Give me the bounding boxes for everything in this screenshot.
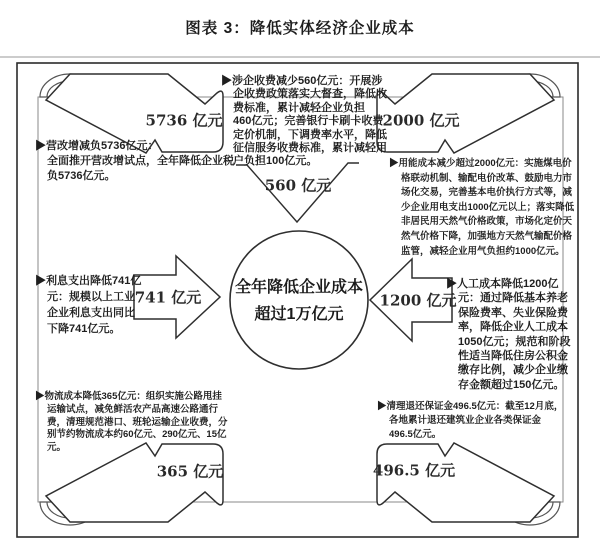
- note-line: 存金额超过150亿元。: [458, 378, 565, 391]
- note-line: 别节约物流成本约60亿元、290亿元、15亿: [47, 429, 227, 441]
- total-label: [219, 274, 379, 328]
- note-line: 监管，减轻企业用气负担约1000亿元。: [401, 245, 565, 257]
- note-line: 保险费率、失业保险费: [458, 306, 568, 319]
- note-line: ▶物流成本降低365亿元：组织实施公路甩挂: [35, 391, 222, 402]
- note-line: 率，降低企业人工成本: [458, 321, 568, 334]
- deposits-note: [377, 400, 579, 442]
- note-line: 负5736亿元。: [47, 170, 116, 182]
- labor-note: [446, 277, 578, 392]
- tax-amount-label: 5736 亿元: [145, 111, 223, 130]
- note-line: 运输试点，减免鲜活农产品高速公路通行: [47, 403, 219, 415]
- note-line: 格联动机制、输配电价改革、鼓励电力市: [401, 172, 573, 184]
- note-line: 定价机制，下调费率水平，降低: [233, 128, 387, 141]
- note-line: 缴存比例，减少企业缴: [458, 364, 568, 377]
- tax-note: [35, 139, 239, 184]
- note-line: 非居民用天然气价格政策，市场化定价天: [401, 216, 573, 228]
- note-line: 性适当降低住房公积金: [458, 350, 568, 363]
- interest-amount-label: 741 亿元: [134, 288, 202, 307]
- note-line: 然气价格下降，加强地方天然气输配价格: [401, 230, 573, 242]
- logistics-note: [35, 391, 244, 455]
- total-label-line1: 全年降低企业成本: [234, 279, 363, 296]
- interest-note: [35, 273, 155, 337]
- figure-title: 图表 3：降低实体经济企业成本: [185, 20, 415, 37]
- note-line: 元：通过降低基本养老: [458, 292, 568, 305]
- total-label-line2: 超过1万亿元: [254, 306, 344, 323]
- fees-note: [221, 75, 389, 169]
- note-line: 企业利息支出同比: [47, 307, 135, 319]
- fees-amount-label: 560 亿元: [264, 176, 332, 195]
- note-line: 场化交易，完善基本电价执行方式等，减: [401, 187, 573, 199]
- note-line: 征信服务收费标准，累计减轻用: [233, 142, 387, 155]
- note-line: 费，清理规范港口、班轮运输企业收费，分: [47, 416, 228, 428]
- note-line: 费标准，累计减轻企业负担: [233, 101, 365, 114]
- note-line: 户负担100亿元。: [233, 155, 318, 168]
- note-line: ▶用能成本减少超过2000亿元：实施煤电价: [389, 158, 572, 169]
- note-line: ▶人工成本降低1200亿: [446, 278, 559, 290]
- note-line: 少企业用电支出1000亿元以上；落实降低: [401, 201, 575, 213]
- labor-amount-label: 1200 亿元: [379, 291, 457, 310]
- note-line: ▶利息支出降低741亿: [35, 275, 142, 287]
- note-line: 元。: [47, 442, 67, 454]
- note-line: 企收费政策落实大督查，降低收: [233, 88, 387, 101]
- note-line: 460亿元；完善银行卡刷卡收费: [233, 115, 384, 128]
- note-line: 元：规模以上工业: [47, 291, 135, 303]
- note-line: 全面推开营改增试点，全年降低企业税: [47, 155, 234, 167]
- note-line: 496.5亿元。: [389, 429, 442, 440]
- note-line: ▶营改增减负5736亿元：: [35, 140, 159, 152]
- note-line: ▶涉企收费减少560亿元：开展涉: [221, 75, 383, 87]
- deposits-amount-label: 496.5 亿元: [372, 461, 456, 480]
- energy-amount-label: 2000 亿元: [382, 111, 460, 130]
- note-line: 1050亿元；规范和阶段: [458, 335, 571, 348]
- logistics-amount-label: 365 亿元: [156, 462, 224, 481]
- note-line: 下降741亿元。: [47, 323, 121, 335]
- note-line: ▶清理退还保证金496.5亿元：截至12月底，: [377, 401, 564, 412]
- energy-note: [389, 157, 577, 259]
- note-line: 各地累计退还建筑业企业各类保证金: [389, 415, 542, 426]
